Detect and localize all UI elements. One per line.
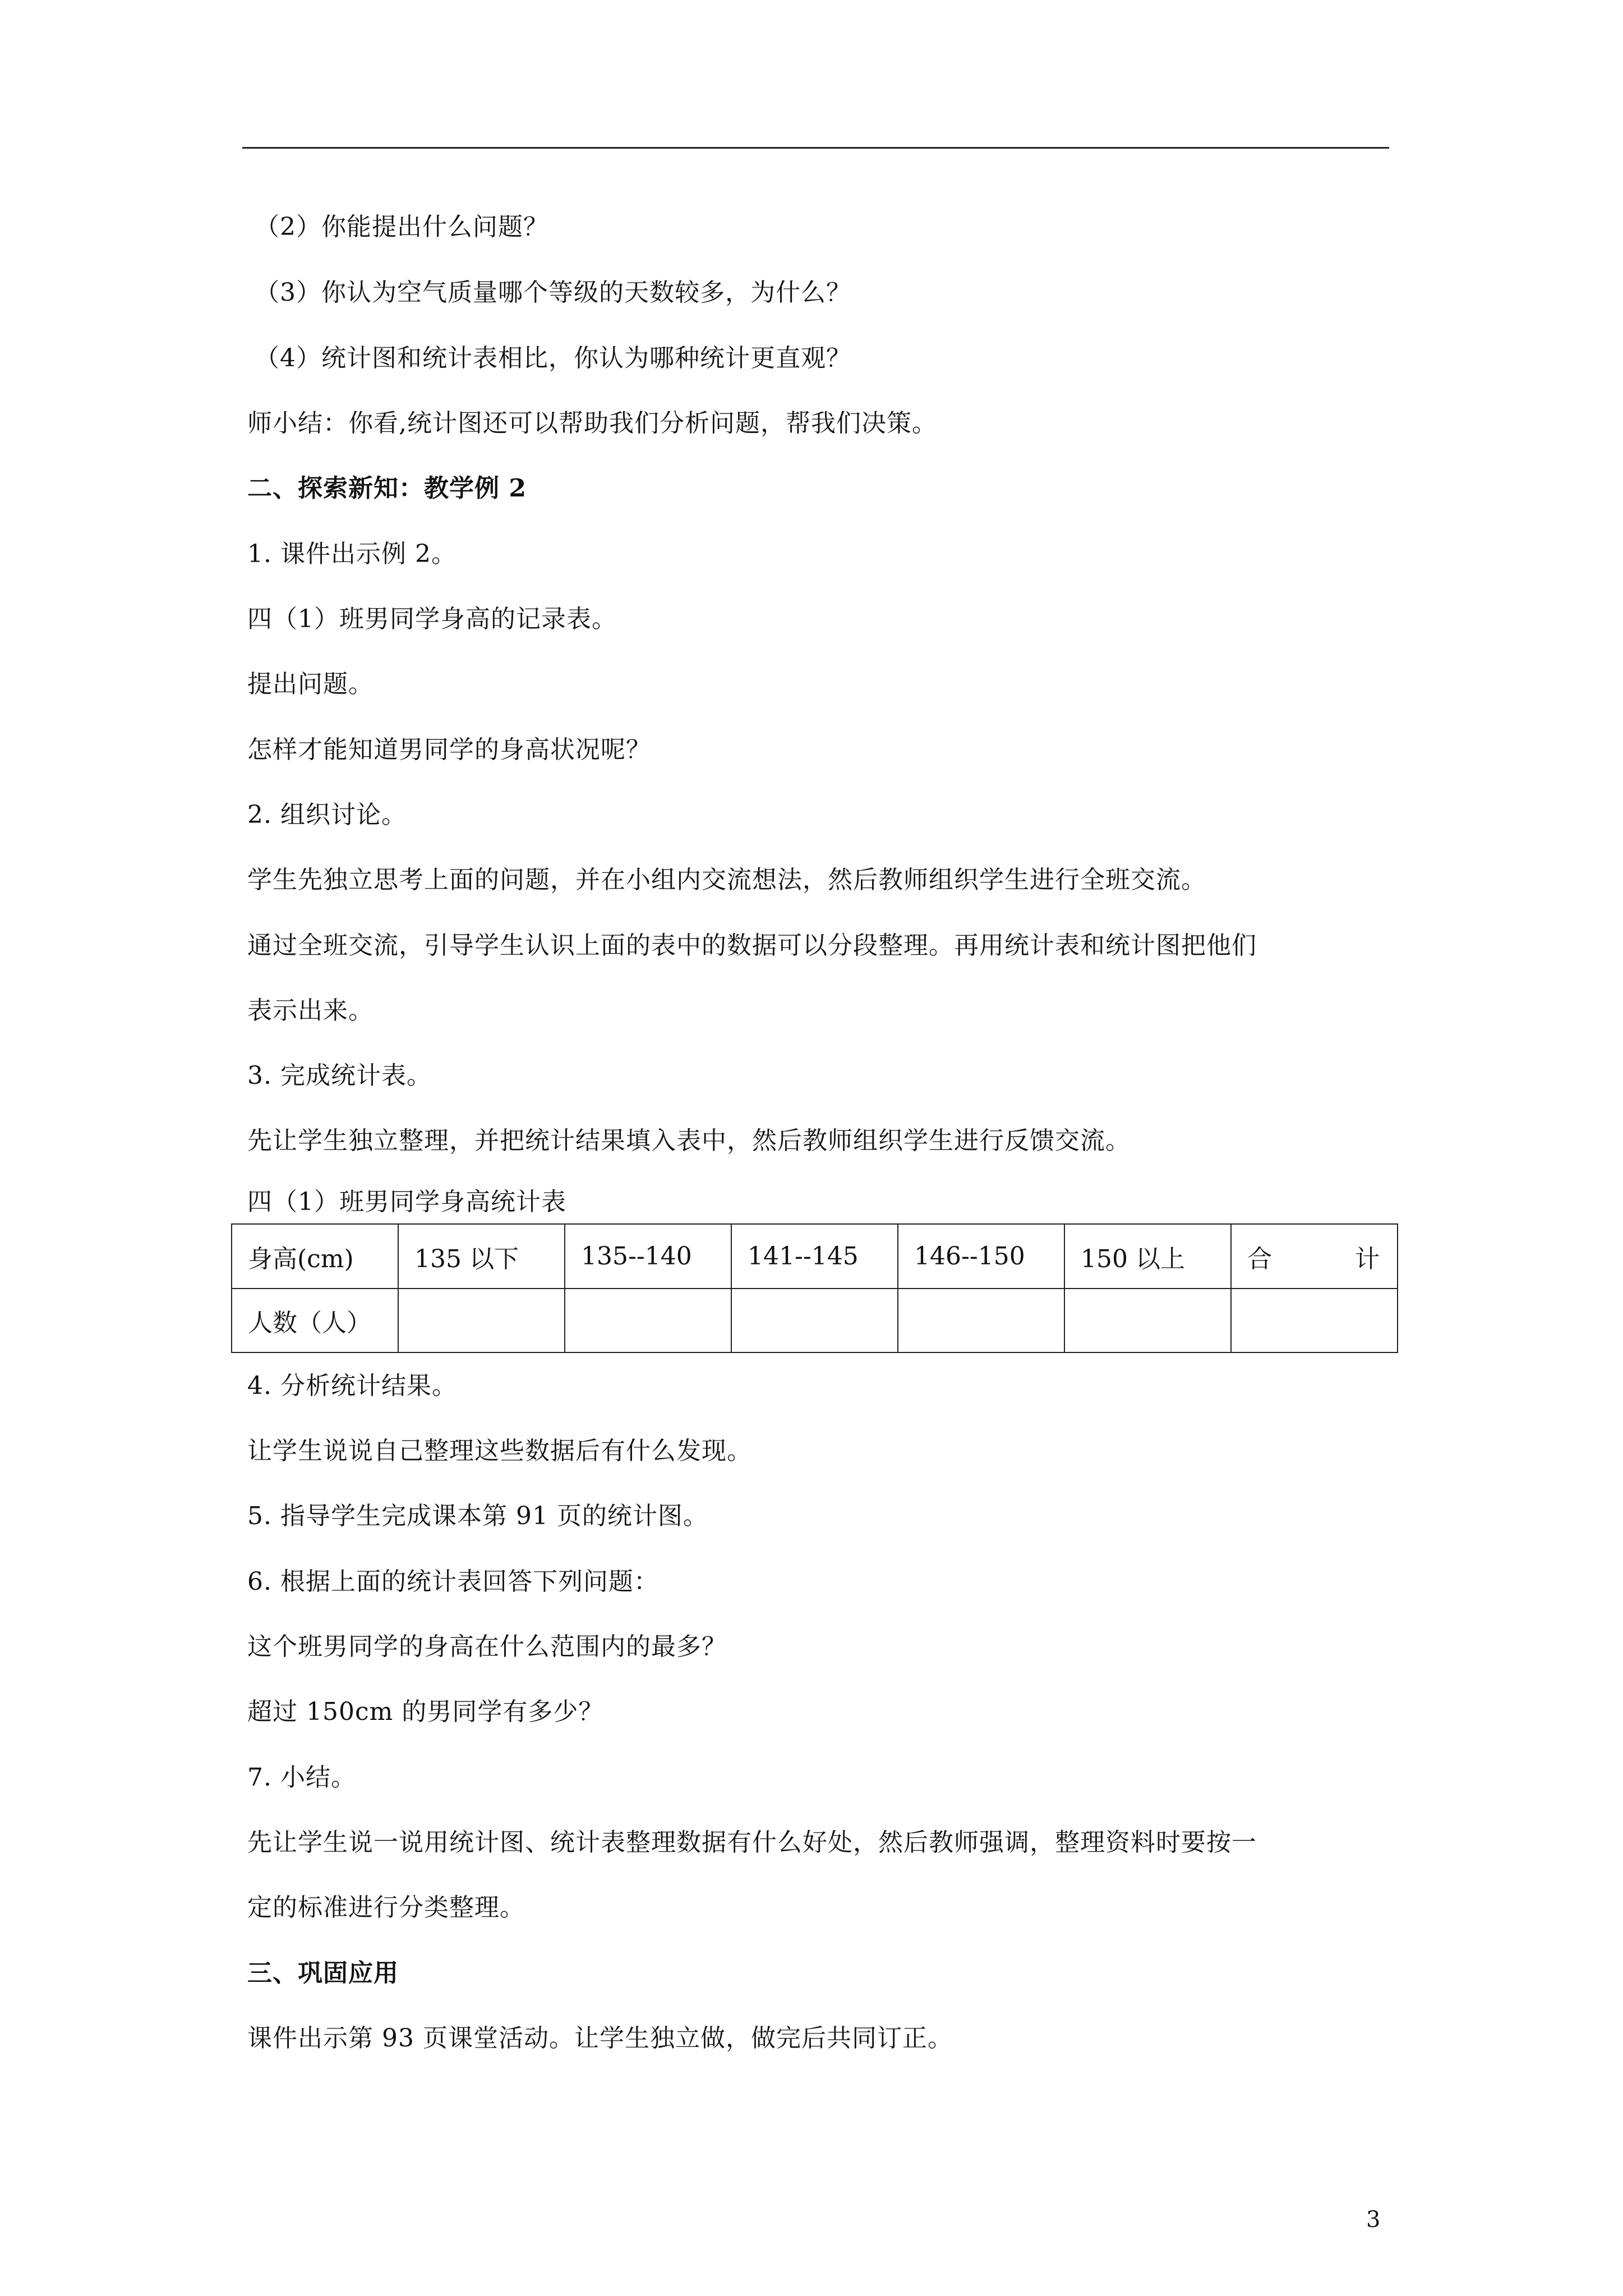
step-6: 6. 根据上面的统计表回答下列问题：	[247, 1567, 659, 1596]
summary-text-line-1: 先让学生说一说用统计图、统计表整理数据有什么好处，然后教师强调，整理资料时要按一	[247, 1828, 1257, 1857]
raise-question: 提出问题。	[247, 670, 374, 698]
summary-text-line-2: 定的标准进行分类整理。	[247, 1893, 525, 1922]
findings-text: 让学生说说自己整理这些数据后有什么发现。	[247, 1437, 752, 1465]
table-cell-total	[1231, 1224, 1398, 1289]
page-number: 3	[1366, 2207, 1381, 2233]
table-cell-146-150: 146--150	[898, 1224, 1064, 1289]
height-stat-table	[231, 1223, 1398, 1353]
question-4: （4）统计图和统计表相比，你认为哪种统计更直观？	[255, 344, 851, 372]
table-cell-over-150: 150 以上	[1064, 1224, 1231, 1289]
table-cell-empty	[1064, 1289, 1231, 1352]
table-title: 四（1）班男同学身高统计表	[247, 1188, 566, 1216]
table-cell-141-145: 141--145	[731, 1224, 898, 1289]
table-cell-empty	[398, 1289, 565, 1352]
step-2: 2. 组织讨论。	[247, 800, 407, 829]
total-label-part-2: 计	[1355, 1244, 1380, 1273]
question-3: （3）你认为空气质量哪个等级的天数较多，为什么？	[255, 278, 851, 307]
table-cell-under-135: 135 以下	[398, 1224, 565, 1289]
step-1: 1. 课件出示例 2。	[247, 540, 457, 568]
step-4: 4. 分析统计结果。	[247, 1372, 457, 1400]
height-question: 怎样才能知道男同学的身高状况呢？	[247, 735, 651, 764]
table-cell-empty	[731, 1289, 898, 1352]
table-count-row	[232, 1289, 1398, 1352]
header-rule	[242, 147, 1389, 149]
table-cell-height-label: 身高(cm)	[232, 1224, 398, 1289]
section-heading-explore: 二、探索新知：教学例 2	[247, 474, 527, 503]
exchange-text-line-1: 通过全班交流，引导学生认识上面的表中的数据可以分段整理。再用统计表和统计图把他们	[247, 931, 1257, 960]
question-2: （2）你能提出什么问题？	[255, 213, 548, 241]
record-table-caption: 四（1）班男同学身高的记录表。	[247, 605, 617, 633]
total-label-part-1: 合	[1247, 1244, 1272, 1273]
table-cell-empty	[1231, 1289, 1398, 1352]
step-5: 5. 指导学生完成课本第 91 页的统计图。	[247, 1502, 708, 1530]
exchange-text-line-2: 表示出来。	[247, 996, 374, 1025]
step-7: 7. 小结。	[247, 1763, 356, 1792]
over-150-question: 超过 150cm 的男同学有多少？	[247, 1697, 604, 1726]
table-header-row	[232, 1224, 1398, 1289]
most-range-question: 这个班男同学的身高在什么范围内的最多？	[247, 1632, 727, 1661]
teacher-summary: 师小结：你看,统计图还可以帮助我们分析问题，帮我们决策。	[247, 409, 937, 438]
organize-text: 先让学生独立整理，并把统计结果填入表中，然后教师组织学生进行反馈交流。	[247, 1126, 1131, 1155]
discussion-text: 学生先独立思考上面的问题，并在小组内交流想法，然后教师组织学生进行全班交流。	[247, 866, 1206, 894]
table-cell-empty	[565, 1289, 731, 1352]
table-cell-135-140: 135--140	[565, 1224, 731, 1289]
practice-text: 课件出示第 93 页课堂活动。让学生独立做，做完后共同订正。	[247, 2024, 953, 2053]
table-cell-count-label: 人数（人）	[232, 1289, 398, 1352]
section-heading-apply: 三、巩固应用	[247, 1959, 399, 1987]
table-cell-empty	[898, 1289, 1064, 1352]
step-3: 3. 完成统计表。	[247, 1061, 432, 1090]
